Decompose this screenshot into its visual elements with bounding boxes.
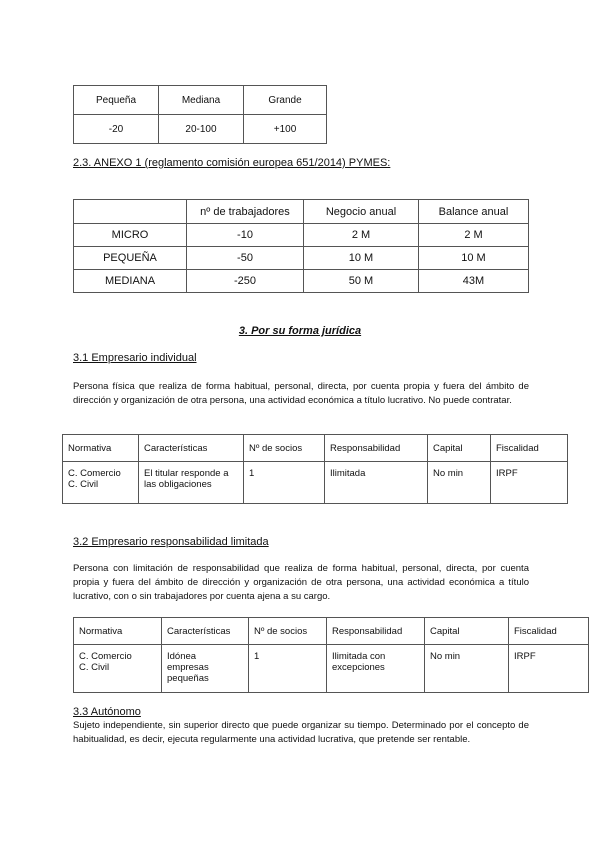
table-row [74,618,589,645]
table-cell: No min [428,462,491,504]
table-row [74,645,589,693]
table-cell: 10 M [419,247,529,270]
table-row [74,86,327,115]
table-cell: MEDIANA [74,270,187,293]
table-header-cell [74,200,187,224]
cell-line: El titular responde a [144,468,229,479]
s32-table [73,617,589,693]
table-header-cell: Características [162,618,249,645]
table-cell [327,645,425,693]
table-cell: 50 M [304,270,419,293]
table-cell: IRPF [491,462,568,504]
table-cell [162,645,249,693]
table-header-cell: Mediana [159,86,244,115]
cell-line: empresas [167,662,209,673]
table-cell: No min [425,645,509,693]
size-table [73,85,327,144]
table-header-cell: Responsabilidad [327,618,425,645]
s31-table [62,434,568,504]
cell-line: las obligaciones [144,479,212,490]
table-header-cell: nº de trabajadores [187,200,304,224]
table-cell: -20 [74,115,159,144]
table-header-cell: Capital [425,618,509,645]
table-header-cell: Capital [428,435,491,462]
cell-line: C. Comercio [68,468,121,479]
cell-line: Idónea [167,651,197,662]
table-cell: 43M [419,270,529,293]
cell-line: Ilimitada con [332,651,386,662]
table-header-cell: Grande [244,86,327,115]
table-row [63,435,568,462]
table-cell: -250 [187,270,304,293]
table-cell [139,462,244,504]
table-row [74,224,529,247]
cell-line: C. Civil [79,662,110,673]
annex-table [73,199,529,293]
s33-paragraph: Sujeto independiente, sin superior directo que puede organizar su tiempo. Determinado por el concepto de habitualidad, es decir, ejecuta regularmente una actividad lucrativa, que pretende ser rentable. [73,720,529,745]
table-cell [63,462,139,504]
annex-heading: 2.3. ANEXO 1 (reglamento comisión europea 651/2014) PYMES: [73,157,391,169]
table-header-cell: Normativa [74,618,162,645]
table-header-cell: Pequeña [74,86,159,115]
cell-line: excepciones [332,662,385,673]
table-row [74,115,327,144]
s33-heading: 3.3 Autónomo [73,706,141,718]
s32-paragraph: Persona con limitación de responsabilidad que realiza de forma habitual, personal, directa, por cuenta propia y fuera del ámbito de dirección y organización de otra persona, una actividad económica a título lucrativo, con o sin trabajadores por cuenta ajena a su cargo. [73,563,529,602]
table-header-cell: Normativa [63,435,139,462]
table-row [63,462,568,504]
table-row [74,270,529,293]
table-cell: 2 M [304,224,419,247]
table-cell: 20-100 [159,115,244,144]
table-cell: 1 [244,462,325,504]
table-cell: 10 M [304,247,419,270]
table-cell: -10 [187,224,304,247]
cell-line: C. Civil [68,479,99,490]
table-header-cell: Fiscalidad [509,618,589,645]
table-cell: 2 M [419,224,529,247]
table-cell: Ilimitada [325,462,428,504]
table-header-cell: Balance anual [419,200,529,224]
table-header-cell: Fiscalidad [491,435,568,462]
table-header-cell: Negocio anual [304,200,419,224]
table-cell: IRPF [509,645,589,693]
s32-heading: 3.2 Empresario responsabilidad limitada [73,536,269,548]
table-cell: PEQUEÑA [74,247,187,270]
table-cell [74,645,162,693]
cell-line: pequeñas [167,673,209,684]
table-cell: 1 [249,645,327,693]
cell-line: C. Comercio [79,651,132,662]
s31-heading: 3.1 Empresario individual [73,352,197,364]
table-header-cell: Responsabilidad [325,435,428,462]
table-row [74,247,529,270]
table-header-cell: Nº de socios [249,618,327,645]
table-header-cell: Nº de socios [244,435,325,462]
table-cell: MICRO [74,224,187,247]
table-cell: -50 [187,247,304,270]
table-cell: +100 [244,115,327,144]
s31-paragraph: Persona física que realiza de forma habitual, personal, directa, por cuenta propia y fuera del ámbito de dirección y organización de otra persona, una actividad económica a título lucrativo. No puede contratar. [73,381,529,406]
table-row [74,200,529,224]
table-header-cell: Características [139,435,244,462]
section-title: 3. Por su forma jurídica [238,325,362,337]
